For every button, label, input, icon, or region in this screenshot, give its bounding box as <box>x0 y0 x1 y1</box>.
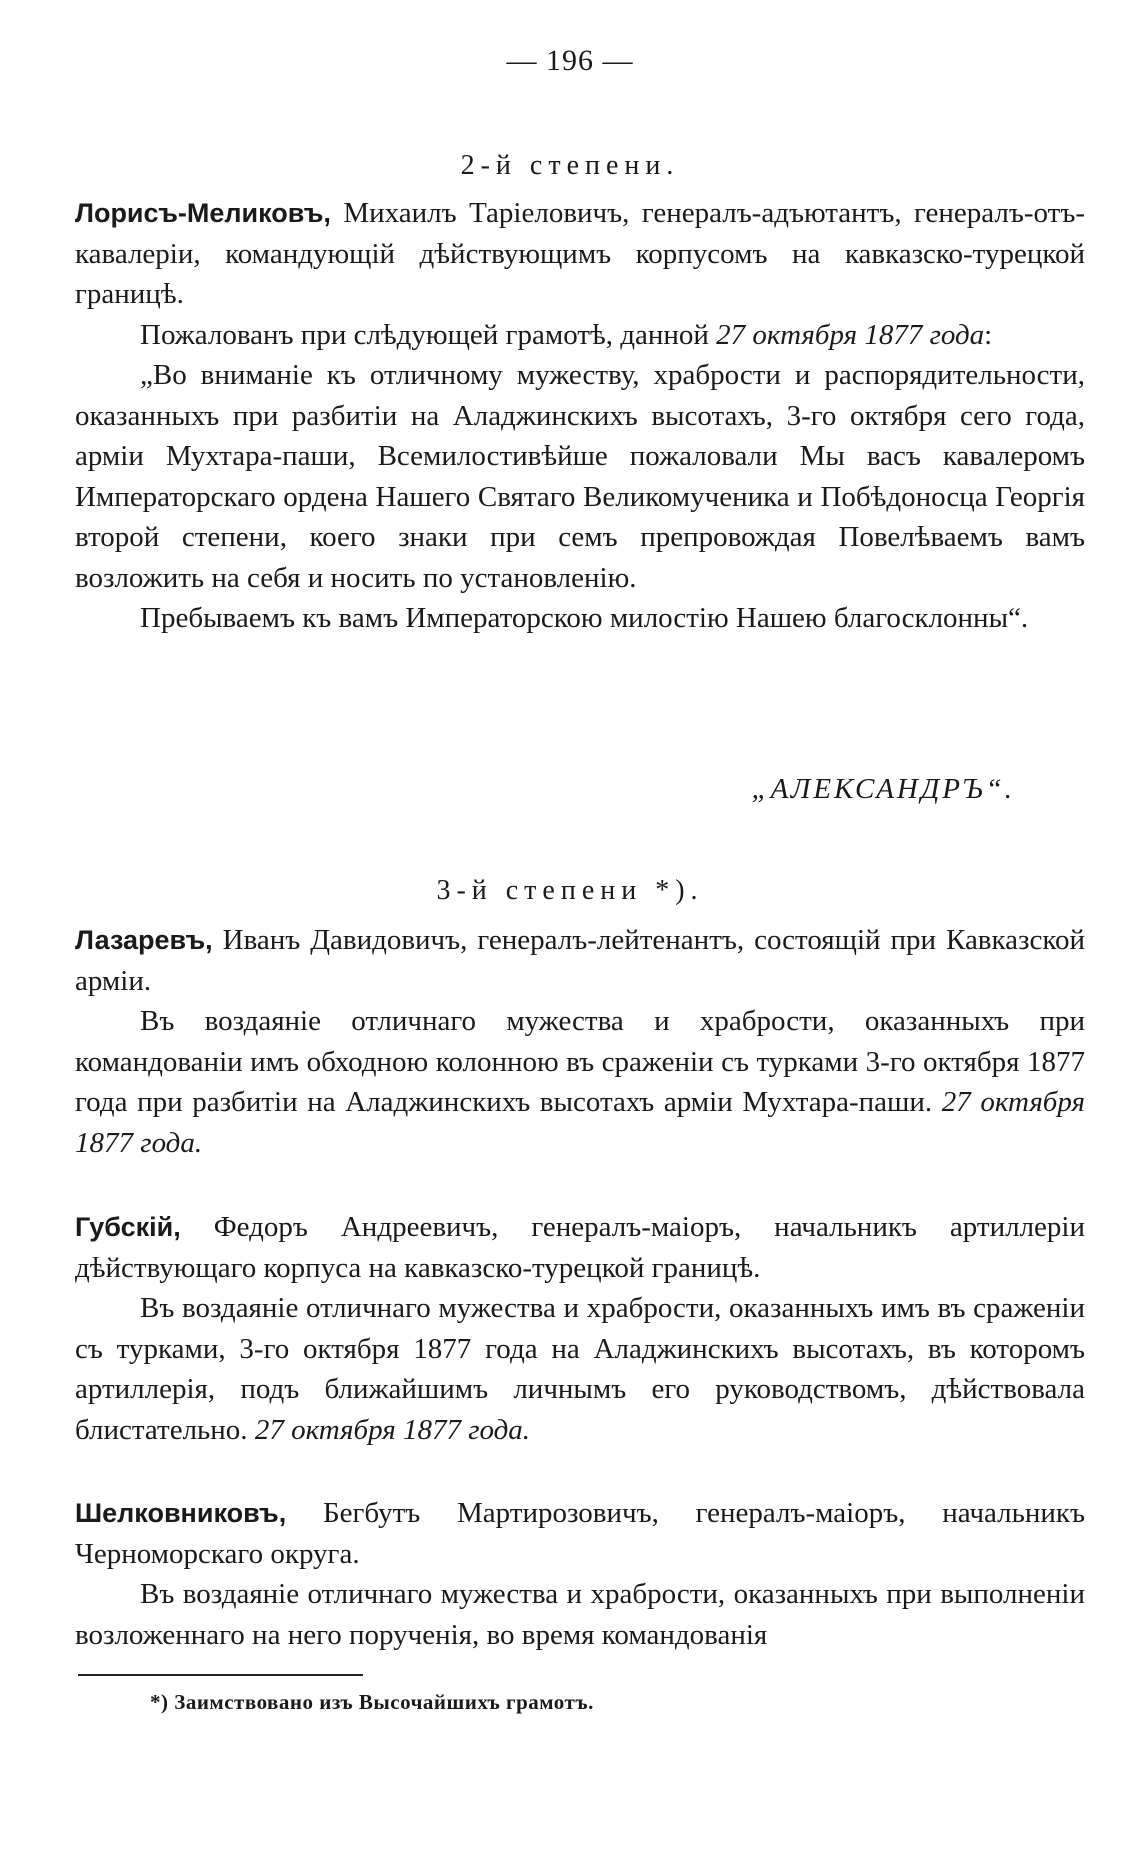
entry-gubsky <box>75 1207 1085 1450</box>
person-description: Иванъ Давидовичъ, генералъ-лейтенантъ, состоящій при Кавказской арміи. <box>75 924 1085 997</box>
award-reason: Въ воздаяніе отличнаго мужества и храбрости, оказанныхъ имъ въ сраженіи съ турками, 3-го октября 1877 года на Аладжинскихъ высотахъ, въ которомъ артиллерія, подъ ближайшимъ личнымъ его руководствомъ, дѣйствовала блистательно. <box>75 1292 1085 1446</box>
entry-lazarev <box>75 920 1085 1163</box>
imperial-quote: „Во вниманіе къ отличному мужеству, храбрости и распорядительности, оказанныхъ при разбитіи на Аладжинскихъ высотахъ, 3-го октября сего года, арміи Мухтара-паши, Всемилостивѣйше пожаловали Мы васъ кавалеромъ Императорскаго ордена Нашего Святаго Великомученика и Побѣдоносца Георгія второй степени, коего знаки при семъ препровождая Повелѣваемъ вамъ возложить на себя и носить по установленію. <box>75 359 1085 594</box>
award-date: 27 октября 1877 года. <box>75 1086 1085 1159</box>
section-heading-3rd-degree: 3-й степени *). <box>436 875 704 906</box>
entry-shelkovnikov <box>75 1493 1085 1655</box>
award-reason: Въ воздаяніе отличнаго мужества и храбрости, оказанныхъ при командованіи имъ обходною колонною въ сраженіи съ турками 3-го октября 1877 года при разбитіи на Аладжинскихъ высотахъ арміи Мухтара-паши. <box>75 1005 1085 1118</box>
grant-colon: : <box>984 318 993 351</box>
section-heading-2nd-degree: 2-й степени. <box>460 150 680 181</box>
person-name: Шелковниковъ, <box>75 1498 287 1528</box>
person-name: Лазаревъ, <box>75 925 213 955</box>
entry-loris-melikov <box>75 193 1085 639</box>
footnote-divider <box>78 1674 363 1676</box>
person-name: Губскій, <box>75 1212 181 1242</box>
page-number: — 196 — <box>506 44 634 77</box>
person-description: Федоръ Андреевичъ, генералъ-маіоръ, начальникъ артиллеріи дѣйствующаго корпуса на кавказско-турецкой границѣ. <box>75 1211 1085 1284</box>
grant-intro: Пожалованъ при слѣдующей грамотѣ, данной <box>140 318 717 351</box>
person-description: Бегбутъ Мартирозовичъ, генералъ-маіоръ, начальникъ Черноморскаго округа. <box>75 1497 1085 1570</box>
award-date: 27 октября 1877 года. <box>254 1413 531 1446</box>
signature-alexander: „АЛЕКСАНДРЪ“. <box>751 773 1015 805</box>
footnote: *) Заимствовано изъ Высочайшихъ грамотъ. <box>150 1690 594 1714</box>
quote-closing: Пребываемъ къ вамъ Императорскою милостію Нашею благосклонны“. <box>140 602 1029 634</box>
award-reason: Въ воздаяніе отличнаго мужества и храбрости, оказанныхъ при выполненіи возложеннаго на него порученія, во время командованія <box>75 1578 1085 1651</box>
person-name: Лорисъ-Меликовъ, <box>75 198 331 228</box>
person-description: Михаилъ Таріеловичъ, генералъ-адъютантъ, генералъ-отъ-кавалеріи, командующій дѣйствующимъ корпусомъ на кавказско-турецкой границѣ. <box>75 197 1085 310</box>
grant-date: 27 октября 1877 года <box>716 318 985 351</box>
